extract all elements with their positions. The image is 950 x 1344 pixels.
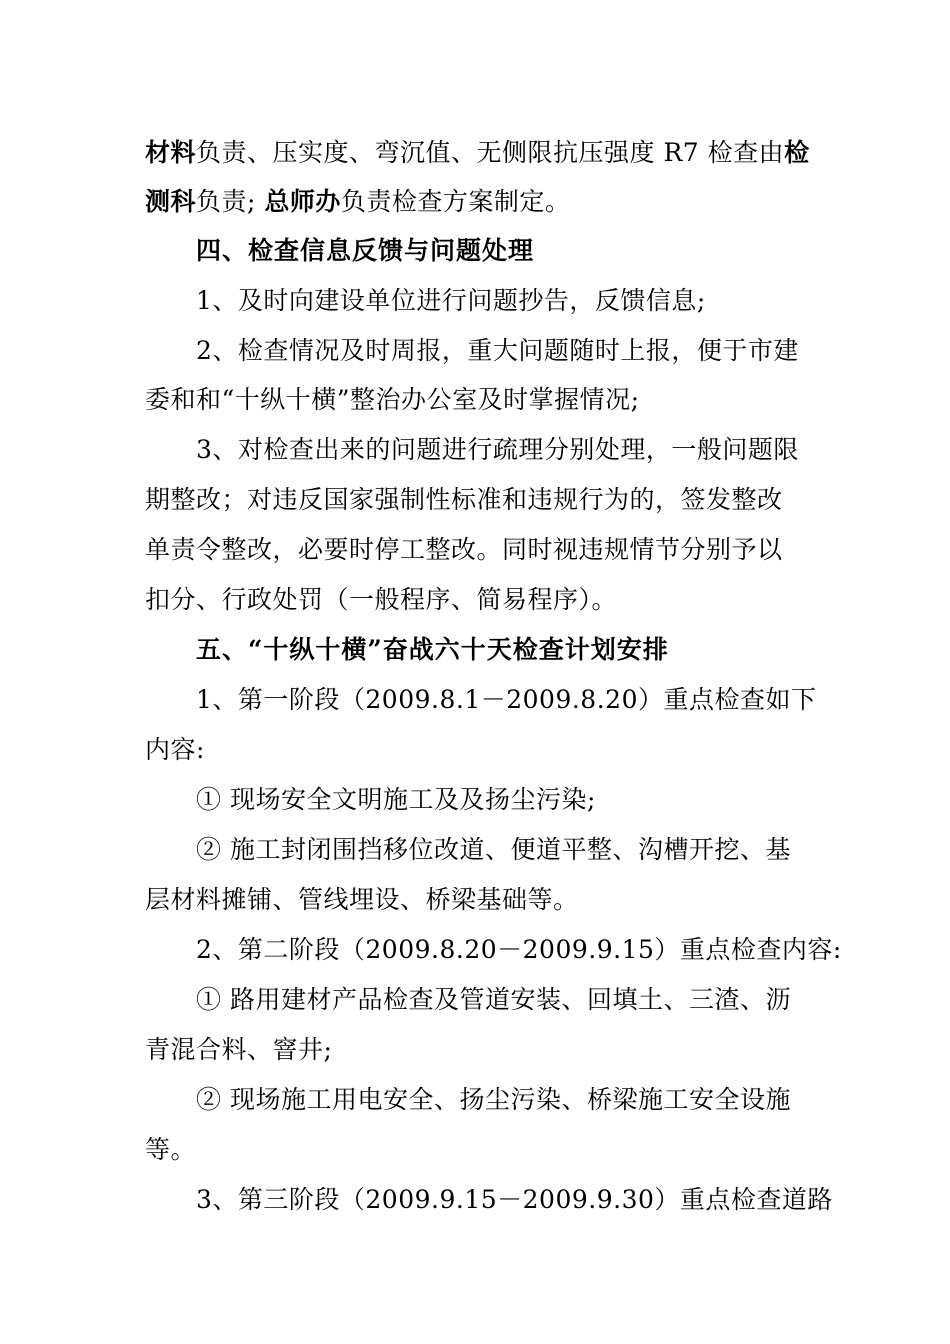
stage-2-item-b-line-1: ② 现场施工用电安全、扬尘污染、桥梁施工安全设施 xyxy=(196,1085,791,1114)
text-bold: 总师办 xyxy=(264,187,341,216)
section-4-heading: 四、检查信息反馈与问题处理 xyxy=(196,236,535,265)
section-4-item-2-line-1: 2、检查情况及时周报，重大问题随时上报，便于市建 xyxy=(196,336,799,365)
section-4-item-3-line-3: 单责令整改，必要时停工整改。同时视违规情节分别予以 xyxy=(145,535,783,564)
stage-1-item-b-line-2: 层材料摊铺、管线埋设、桥梁基础等。 xyxy=(145,885,579,914)
stage-3-line-1: 3、第三阶段（2009.9.15－2009.9.30）重点检查道路 xyxy=(196,1185,833,1214)
stage-1-item-a: ① 现场安全文明施工及及扬尘污染; xyxy=(196,785,596,814)
stage-2-item-a-line-2: 青混合料、窨井; xyxy=(145,1035,333,1064)
section-5-heading: 五、“十纵十横”奋战六十天检查计划安排 xyxy=(196,635,669,664)
continuation-line-2 xyxy=(145,182,810,222)
stage-2-item-b-line-2: 等。 xyxy=(145,1135,197,1164)
stage-2-line-1: 2、第二阶段（2009.8.20－2009.9.15）重点检查内容: xyxy=(196,935,842,964)
section-4-item-3-line-4: 扣分、行政处罚（一般程序、简易程序）。 xyxy=(145,585,618,614)
continuation-line-1 xyxy=(145,133,810,173)
text-regular: 负责、压实度、弯沉值、无侧限抗压强度 R7 检查由 xyxy=(196,138,785,167)
text-bold: 检 xyxy=(784,138,810,167)
section-4-item-3-line-2: 期整改；对违反国家强制性标准和违规行为的，签发整改 xyxy=(145,485,783,514)
section-4-item-1: 1、及时向建设单位进行问题抄告，反馈信息; xyxy=(196,286,706,315)
section-4-item-3-line-1: 3、对检查出来的问题进行疏理分别处理，一般问题限 xyxy=(196,435,799,464)
text-regular: 负责; xyxy=(196,187,265,216)
stage-1-line-1: 1、第一阶段（2009.8.1－2009.8.20）重点检查如下 xyxy=(196,685,817,714)
stage-2-item-a-line-1: ① 路用建材产品检查及管道安装、回填土、三渣、沥 xyxy=(196,985,791,1014)
text-regular: 负责检查方案制定。 xyxy=(340,187,571,216)
stage-1-item-b-line-1: ② 施工封闭围挡移位改道、便道平整、沟槽开挖、基 xyxy=(196,835,791,864)
text-bold: 测科 xyxy=(145,187,197,216)
section-4-item-2-line-2: 委和和“十纵十横”整治办公室及时掌握情况; xyxy=(145,385,640,414)
text-bold: 材料 xyxy=(145,138,197,167)
stage-1-line-2: 内容: xyxy=(145,735,205,764)
